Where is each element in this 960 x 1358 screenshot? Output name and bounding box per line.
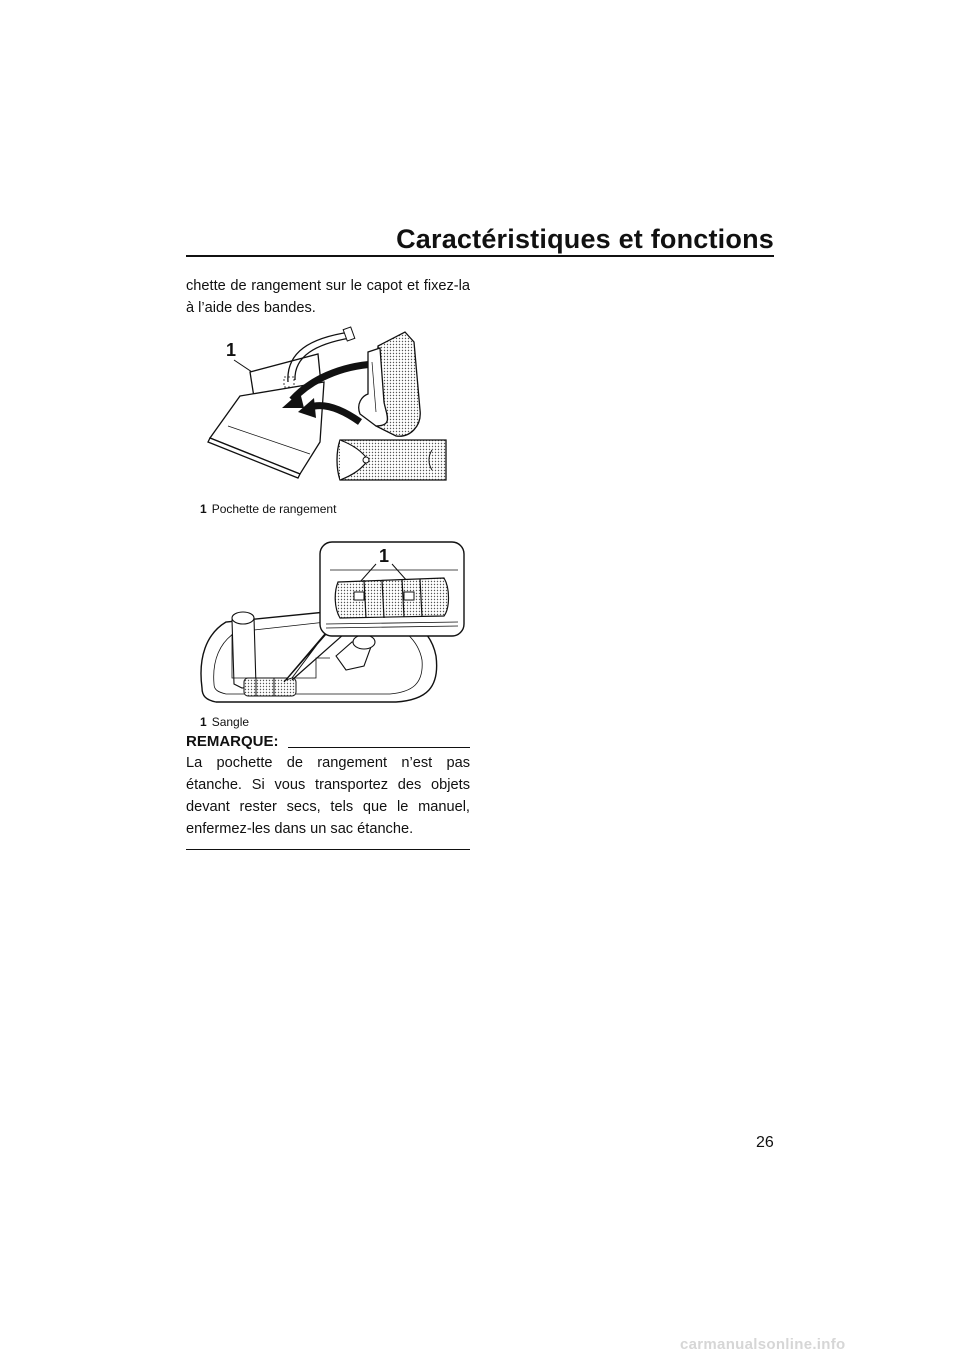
note-bottom-rule (186, 849, 470, 850)
figure1-caption-text: Pochette de rangement (211, 502, 337, 516)
figure2-caption (200, 715, 249, 729)
watermark-text: carmanualsonline.info (680, 1336, 846, 1353)
page-title: Caractéristiques et fonctions (396, 224, 774, 254)
note-paragraph: La pochette de rangement n’est pas étanche. Si vous transportez des objets devant rester secs, tels que le manuel, enfermez-les dans un sac étanche. (186, 755, 470, 837)
note-heading-rule (288, 747, 470, 748)
figure1-caption (200, 502, 336, 516)
figure2-callout: 1 (379, 546, 390, 566)
figure2-caption-number: 1 (200, 715, 207, 729)
figure1-caption-number: 1 (200, 502, 207, 516)
figure1-callout: 1 (226, 340, 237, 360)
note-heading: REMARQUE: (186, 733, 279, 750)
figure2-caption-text: Sangle (211, 715, 250, 729)
page-number: 26 (756, 1134, 774, 1151)
intro-paragraph: chette de rangement sur le capot et fixez-la à l’aide des bandes. (186, 278, 470, 316)
title-rule (186, 255, 774, 257)
storage-pouch-illustration (200, 322, 460, 492)
watercraft-strap-illustration (196, 538, 470, 708)
